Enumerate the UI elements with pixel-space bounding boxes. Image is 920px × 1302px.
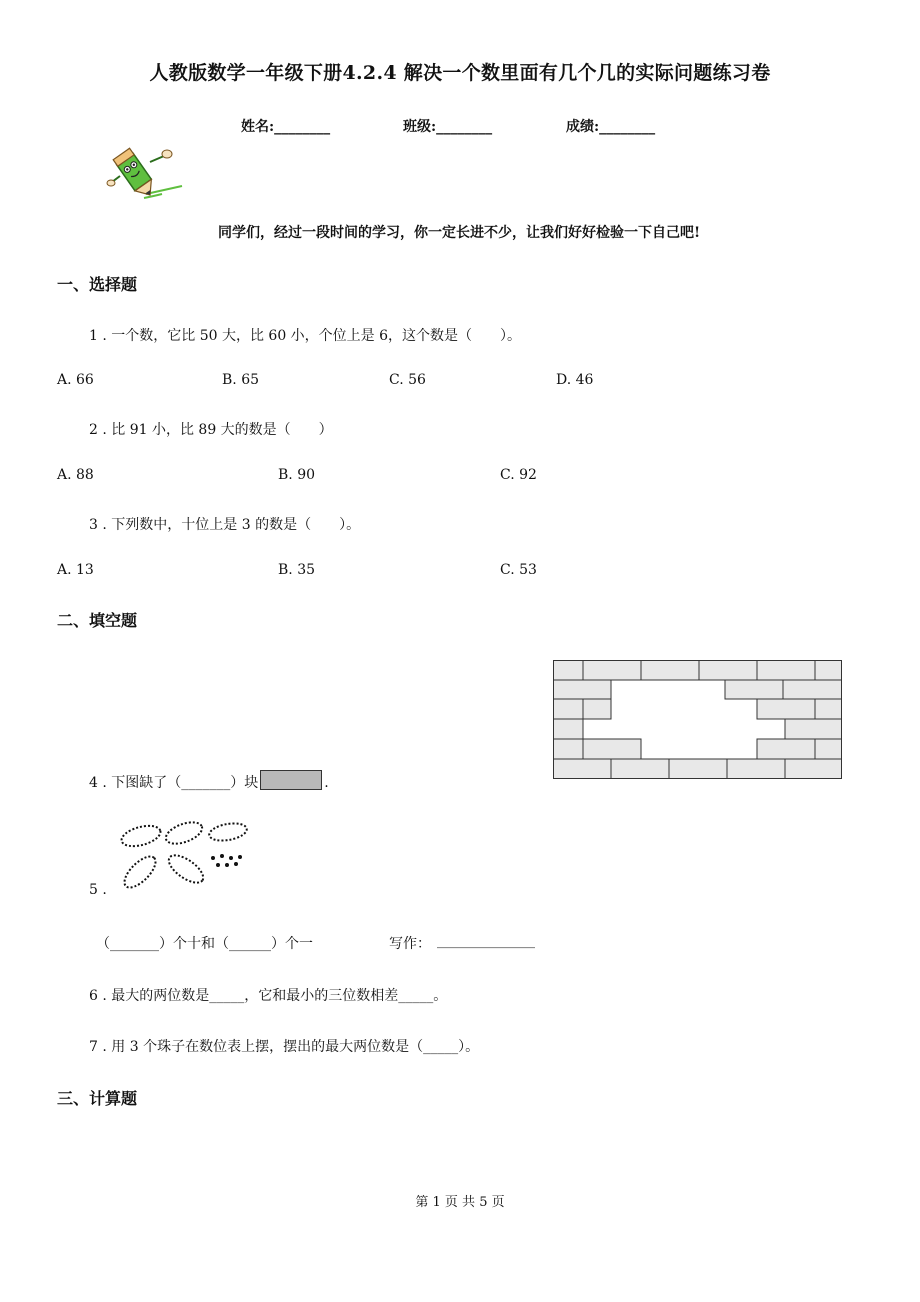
brick-wall-figure	[553, 660, 842, 779]
section-choice-heading: 一、选择题	[57, 275, 138, 294]
q1-option-b[interactable]: B. 65	[222, 372, 260, 388]
question-7-stem: 7 . 用 3 个珠子在数位表上摆，摆出的最大两位数是（_____）。	[89, 1039, 480, 1055]
q5-write-blank[interactable]: ______________	[437, 933, 535, 949]
q3-option-c[interactable]: C. 53	[500, 562, 537, 578]
missing-brick-icon	[260, 770, 322, 790]
page-footer: 第 1 页 共 5 页	[415, 1195, 505, 1210]
intro-text: 同学们，经过一段时间的学习，你一定长进不少，让我们好好检验一下自己吧!	[218, 225, 701, 241]
name-field[interactable]: 姓名:________	[241, 119, 331, 135]
question-4-stem	[89, 770, 329, 792]
question-2-stem: 2 . 比 91 小，比 89 大的数是（ ）	[89, 422, 333, 438]
question-3-stem: 3 . 下列数中，十位上是 3 的数是（ ）。	[89, 517, 361, 533]
q1-option-c[interactable]: C. 56	[389, 372, 426, 388]
q5-write-label: 写作：	[389, 936, 431, 952]
question-6-stem: 6 . 最大的两位数是_____，它和最小的三位数相差_____。	[89, 988, 448, 1004]
q2-option-c[interactable]: C. 92	[500, 467, 537, 483]
q5-tens-ones-blanks[interactable]: （_______）个十和（______）个一	[96, 936, 313, 952]
section-fill-heading: 二、填空题	[57, 611, 138, 630]
page-title: 人教版数学一年级下册4.2.4 解决一个数里面有几个几的实际问题练习卷	[149, 62, 771, 84]
question-5-number: 5 .	[89, 882, 107, 898]
question-1-stem: 1 . 一个数，它比 50 大，比 60 小，个位上是 6，这个数是（ ）。	[89, 328, 522, 344]
q2-option-b[interactable]: B. 90	[278, 467, 316, 483]
pencil-mascot-icon	[104, 142, 186, 204]
q1-option-a[interactable]: A. 66	[57, 372, 94, 388]
q1-option-d[interactable]: D. 46	[556, 372, 594, 388]
q2-option-a[interactable]: A. 88	[57, 467, 94, 483]
score-field[interactable]: 成绩:________	[566, 119, 656, 135]
bead-groups-figure	[116, 816, 256, 896]
q3-option-b[interactable]: B. 35	[278, 562, 316, 578]
q4-stem-end: .	[324, 775, 329, 791]
q4-stem-text: 4 . 下图缺了（_______）块	[89, 775, 259, 791]
class-field[interactable]: 班级:________	[403, 119, 493, 135]
section-calc-heading: 三、计算题	[57, 1089, 138, 1108]
q3-option-a[interactable]: A. 13	[57, 562, 94, 578]
